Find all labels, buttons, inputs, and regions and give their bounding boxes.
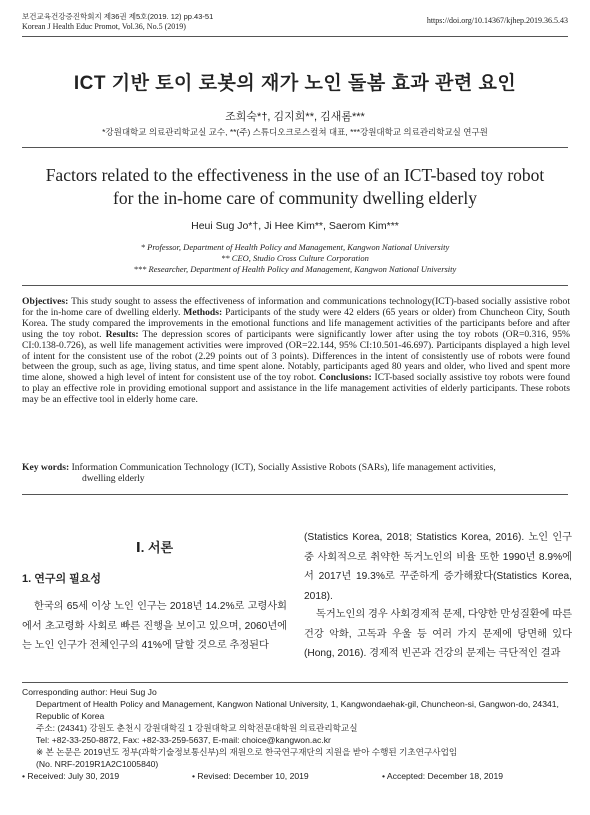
section-heading: Ⅰ. 서론 bbox=[135, 540, 174, 555]
journal-en: Korean J Health Educ Promot, Vol.36, No.5 (2019) bbox=[22, 22, 186, 31]
dates-row bbox=[22, 770, 570, 782]
received-date: • Received: July 30, 2019 bbox=[22, 771, 120, 781]
footnote-rule bbox=[22, 682, 568, 683]
footnote bbox=[22, 686, 570, 782]
objectives-text: This study sought to assess the effectiveness of information and communications technology(ICT)-based socially assistive robot for the in-home care of dwelling elderly. bbox=[22, 296, 570, 318]
header-rule bbox=[22, 36, 568, 37]
funding-note: ※ 본 논문은 2019년도 정부(과학기술정보통신부)의 재원으로 한국연구재단의 지원을 받아 수행된 기초연구사업임 bbox=[36, 747, 458, 757]
journal-info bbox=[22, 12, 213, 32]
grant-number: (No. NRF-2019R1A2C1005840) bbox=[36, 759, 159, 769]
right-paragraph-1: (Statistics Korea, 2018; Statistics Korea, 2016). 노인 인구 중 사회적으로 취약한 독거노인의 비율 또한 1990년 8.9%에서 2017년 19.3%로 꾸준하게 증가해왔다(Statistics Korea, 2018). bbox=[304, 532, 572, 602]
conclusions-label: Conclusions: bbox=[319, 372, 372, 384]
objectives-label: Objectives: bbox=[22, 296, 69, 307]
authors-en: Heui Sug Jo*†, Ji Hee Kim**, Saerom Kim*** bbox=[191, 220, 399, 232]
affiliations-kr: *강원대학교 의료관리학교실 교수, **(주) 스튜디오크로스컬쳐 대표, ***강원대학교 의료관리학교실 연구원 bbox=[102, 127, 488, 137]
affiliation-en-1: * Professor, Department of Health Policy and Management, Kangwon National University bbox=[140, 242, 450, 252]
doi-link[interactable]: https://doi.org/10.14367/kjhep.2019.36.5.43 bbox=[426, 16, 568, 25]
title-en bbox=[0, 164, 590, 210]
corresponding-author: Corresponding author: Heui Sug Jo bbox=[22, 687, 157, 697]
conclusions-text: ICT-based socially assistive toy robots were found to play an effective role in providing emotional support and assistance in the life management activities of elderly participants. These robots may be an effective tool in elderly home care. bbox=[22, 372, 570, 406]
revised-date: • Revised: December 10, 2019 bbox=[192, 771, 309, 781]
methods-label: Methods: bbox=[183, 306, 223, 318]
keywords-rule bbox=[22, 494, 568, 495]
keywords bbox=[22, 462, 570, 484]
title-kr: ICT 기반 토이 로봇의 재가 노인 돌봄 효과 관련 요인 bbox=[73, 73, 517, 94]
keywords-line2: dwelling elderly bbox=[82, 473, 145, 484]
address-kr: 주소: (24341) 강원도 춘천시 강원대학길 1 강원대학교 의학전문대학원 의료관리학교실 bbox=[36, 723, 358, 733]
authors-kr: 조희숙*†, 김지희**, 김새롬*** bbox=[225, 111, 365, 123]
journal-kr: 보건교육건강증진학회지 제36권 제5호(2019. 12) pp.43-51 bbox=[22, 12, 214, 21]
results-label: Results: bbox=[105, 328, 139, 340]
left-paragraph: 한국의 65세 이상 노인 인구는 2018년 14.2%로 고령사회에서 초고령화 사회로 빠른 진행을 보이고 있으며, 2060년에는 노인 인구가 전체인구의 41%에 달할 것으로 추정된다 bbox=[22, 601, 287, 651]
title-en-line1: Factors related to the effectiveness in the use of an ICT-based toy robot bbox=[45, 165, 545, 185]
affiliation-en-2: ** CEO, Studio Cross Culture Corporation bbox=[221, 253, 369, 263]
keywords-line1: Information Communication Technology (ICT), Socially Assistive Robots (SARs), life management activities, bbox=[69, 462, 496, 473]
subsection-heading: 1. 연구의 필요성 bbox=[22, 573, 102, 585]
affiliation-en-3: *** Researcher, Department of Health Policy and Management, Kangwon National University bbox=[133, 264, 457, 274]
title-en-line2: for the in-home care of community dwelling elderly bbox=[113, 188, 477, 208]
accepted-date: • Accepted: December 18, 2019 bbox=[382, 771, 504, 781]
methods-text: Participants of the study were 42 elders (65 years or older) from Chuncheon City, South Korea. The study compared the improvements in the emotional functions and life management activities of the participants before and after using the toy robot. bbox=[22, 306, 570, 340]
abstract bbox=[22, 297, 570, 406]
title-rule bbox=[22, 147, 568, 148]
address-en: Department of Health Policy and Management, Kangwon National University, 1, Kangwondaehak-gil, Chuncheon-si, Gangwon-do, 24341, Republic of Korea bbox=[36, 699, 559, 721]
right-paragraph-2: 독거노인의 경우 사회경제적 문제, 다양한 만성질환에 따른 건강 악화, 고독과 우울 등 여러 가지 문제에 당면해 있다 (Hong, 2016). 경제적 빈곤과 건강의 문제는 극단적인 결과 bbox=[304, 609, 572, 659]
contact-info: Tel: +82-33-250-8872, Fax: +82-33-259-5637, E-mail: choice@kangwon.ac.kr bbox=[36, 735, 331, 745]
keywords-label: Key words: bbox=[22, 462, 70, 473]
abstract-rule-top bbox=[22, 285, 568, 286]
results-text: The depression scores of participants were significantly lower after using the toy robots (OR=0.316, 95% CI:0.138-0.726), as well life management activities were improved (OR=22.144, 95% CI:10.501-46.697). Participants displayed a high level of intent for the consistent use of the robot (2.29 points out of 3 points). Differences in the intent of consistently use of robots were found between the group, such as age, living status, and time spent alone. Notably, participants aged 80 years and older, who lived and spent more time alone, showed a high level of intent for consistent use of the toy robot. bbox=[22, 328, 570, 384]
